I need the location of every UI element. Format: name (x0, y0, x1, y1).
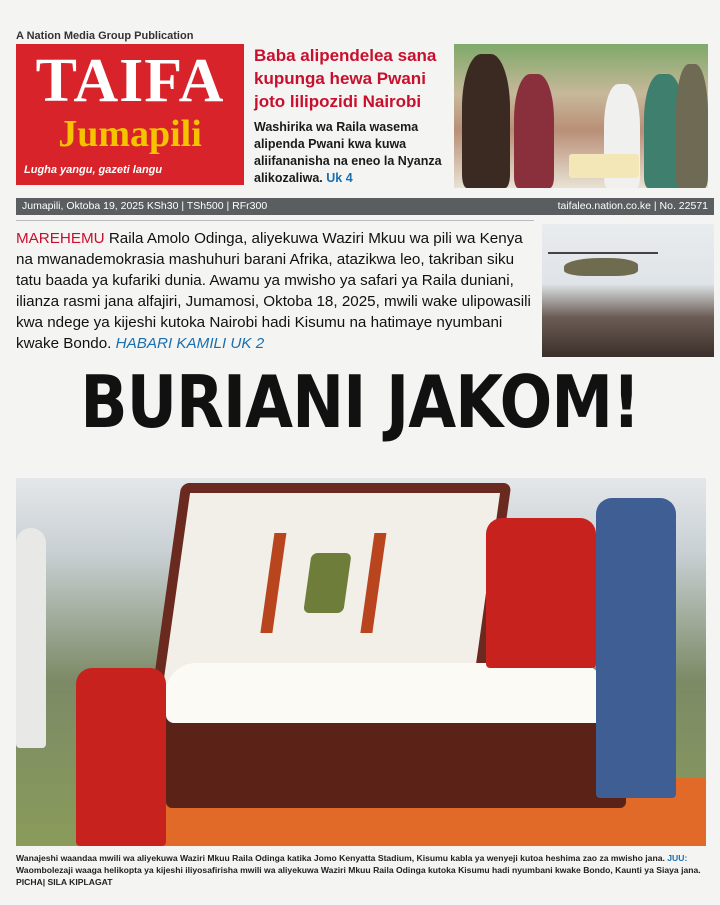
lede-kicker: MAREHEMU (16, 230, 105, 247)
masthead-tagline: Lugha yangu, gazeti langu (24, 164, 163, 176)
teaser-headline: Baba alipendelea sana kupunga hewa Pwani joto lilipozidi Nairobi (254, 46, 437, 111)
dateline-date-price: Jumapili, Oktoba 19, 2025 KSh30 | TSh500 | RFr300 (22, 200, 268, 212)
lede-page-ref[interactable]: HABARI KAMILI UK 2 (115, 335, 265, 352)
dateline-site-issue: taifaleo.nation.co.ke | No. 22571 (557, 200, 708, 212)
masthead-logo[interactable] (16, 44, 244, 185)
caption-juu: Waombolezaji waaga helikopta ya kijeshi iliyosafirisha mwili wa aliyekuwa Waziri Mkuu Raila Odinga kutoka Kisumu hadi nyumbani kwake Bondo, Kaunti ya Siaya jana. (16, 865, 701, 875)
helicopter-icon (564, 258, 638, 276)
masthead-title: TAIFA (35, 47, 225, 115)
photo-caption (16, 852, 714, 888)
masthead-edition: Jumapili (58, 113, 202, 155)
helicopter-photo (542, 224, 714, 357)
top-teaser[interactable] (254, 44, 450, 187)
caption-main: Wanajeshi waandaa mwili wa aliyekuwa Waziri Mkuu Raila Odinga katika Jomo Kenyatta Stadium, Kisumu kabla ya wenyeji kutoa heshima zao za mwisho jana. (16, 853, 665, 863)
lede-body: Raila Amolo Odinga, aliyekuwa Waziri Mkuu wa pili wa Kenya na mwanademokrasia mashuhuri barani Afrika, atazikwa leo, takriban siku tatu baada ya kufariki dunia. Awamu ya mwisho ya safari ya Raila duniani, ilianza rasmi jana alfajiri, Jumamosi, Oktoba 18, 2025, mwili wake ulipowasili kwa ndege ya kijeshi kutoka Nairobi hadi Kisumu na hatimaye nyumbani kwake Bondo. (16, 230, 531, 352)
main-headline: BURIANI JAKOM! (80, 360, 640, 444)
caption-credit: PICHA| SILA KIPLAGAT (16, 877, 113, 887)
coat-of-arms-icon (303, 553, 351, 613)
caption-label-juu: JUU: (667, 853, 688, 863)
teaser-page-ref[interactable]: Uk 4 (326, 171, 353, 185)
lead-story (16, 228, 540, 354)
dateline-bar (16, 198, 714, 215)
publisher-line: A Nation Media Group Publication (16, 30, 194, 42)
divider (16, 220, 534, 221)
teaser-text: Washirika wa Raila wasema alipenda Pwani kwa kuwa aliifananisha na eneo la Nyanza alikozaliwa. (254, 120, 442, 185)
teaser-body (254, 119, 450, 187)
casket-photo (16, 478, 706, 846)
teaser-photo (454, 44, 708, 188)
